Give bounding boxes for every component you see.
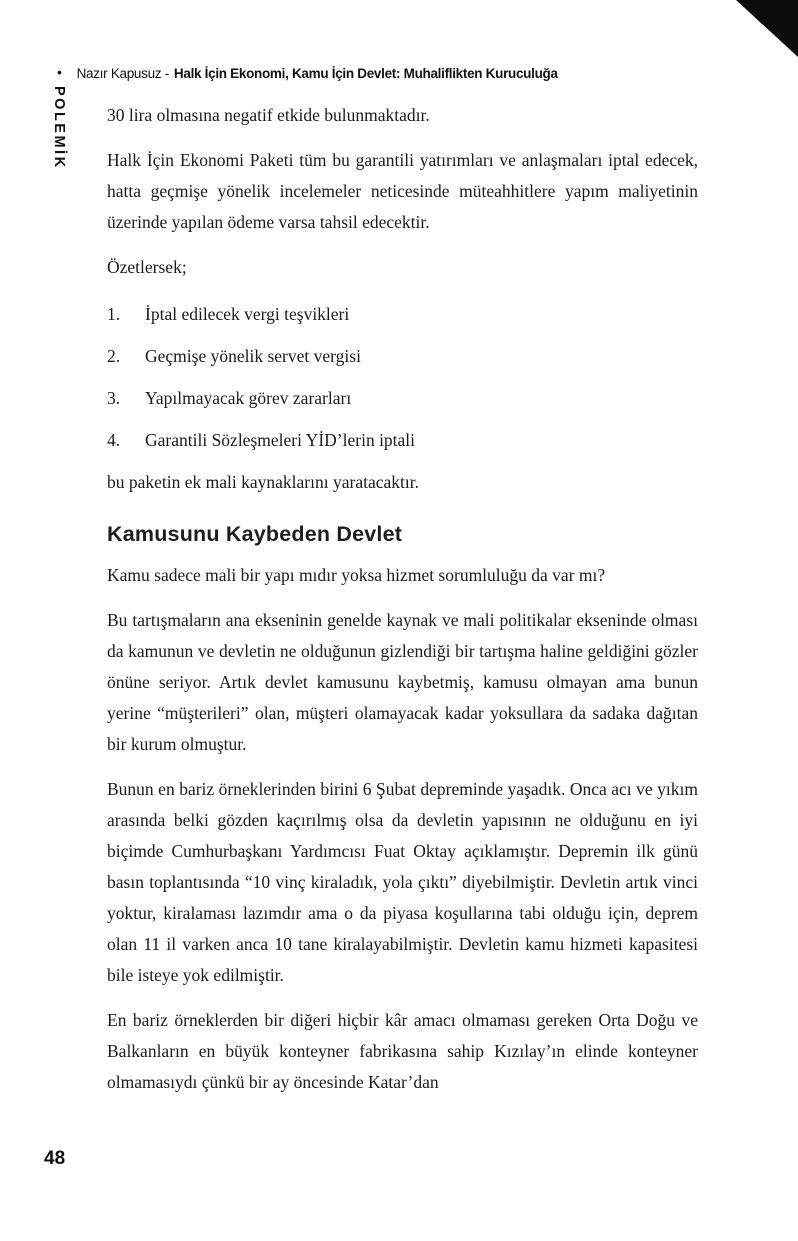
margin-label-polemik: POLEMİK (51, 86, 67, 170)
page-number: 48 (44, 1148, 66, 1169)
paragraph-ozetlersek: Özetlersek; (107, 257, 187, 277)
list-item (107, 341, 698, 372)
list-item (107, 383, 698, 414)
numbered-list (107, 299, 698, 456)
header-bullet-icon: • (57, 64, 62, 80)
paragraph-kaynak: bu paketin ek mali kaynaklarını yaratacaktır. (107, 472, 419, 492)
paragraph-kizilay: En bariz örneklerden bir diğeri hiçbir kâr amacı olmaması gereken Orta Doğu ve Balkanların en büyük konteyner fabrikasına sahip Kızılay’ın elinde konteyner olmamasıydı çünkü bir ay öncesinde Katar’dan (107, 1010, 698, 1092)
list-item-number: 2. (107, 346, 121, 366)
header-book-title: Halk İçin Ekonomi, Kamu İçin Devlet: Muhaliflikten Kuruculuğa (173, 66, 558, 81)
list-item (107, 299, 698, 330)
list-item-text: Geçmişe yönelik servet vergisi (145, 346, 361, 366)
list-item-text: İptal edilecek vergi teşvikleri (145, 304, 350, 324)
header-author: Nazır Kapusuz - (76, 66, 169, 81)
corner-triangle-decoration (736, 0, 798, 57)
list-item-number: 4. (107, 430, 121, 450)
list-item-text: Garantili Sözleşmeleri YİD’lerin iptali (145, 430, 416, 450)
running-header (57, 65, 708, 82)
paragraph-intro: 30 lira olmasına negatif etkide bulunmaktadır. (107, 105, 430, 125)
paragraph-deprem: Bunun en bariz örneklerinden birini 6 Şubat depreminde yaşadık. Onca acı ve yıkım arasında belki gözden kaçırılmış olsa da devletin yapısının ne olduğunu en iyi biçimde Cumhurbaşkanı Yardımcısı Fuat Oktay açıklamıştır. Depremin ilk günü basın toplantısında “10 vinç kiraladık, yola çıktı” diyebilmiştir. Devletin artık vinci yoktur, kiralaması lazımdır ama o da piyasa koşullarına tabi olduğu için, deprem olan 11 il varken anca 10 tane kiralayabilmiştir. Devletin kamu hizmeti kapasitesi bile isteye yok edilmiştir. (107, 779, 698, 985)
paragraph-soru: Kamu sadece mali bir yapı mıdır yoksa hizmet sorumluluğu da var mı? (107, 565, 606, 585)
list-item-text: Yapılmayacak görev zararları (145, 388, 352, 408)
paragraph-tartisma: Bu tartışmaların ana ekseninin genelde kaynak ve mali politikalar ekseninde olması da kamunun ve devletin ne olduğunun gizlendiği bir tartışma haline geldiğini gözler önüne seriyor. Artık devlet kamusunu kaybetmiş, kamusu olmayan ama bunun yerine “müşterileri” olan, müşteri olamayacak kadar yoksullara da sadaka dağıtan bir kurum olmuştur. (107, 610, 698, 754)
paragraph-paket: Halk İçin Ekonomi Paketi tüm bu garantili yatırımları ve anlaşmaları iptal edecek, hatta geçmişe yönelik incelemeler neticesinde müteahhitlere yapım maliyetinin üzerinde yapılan ödeme varsa tahsil edecektir. (107, 150, 698, 232)
list-item (107, 425, 698, 456)
list-item-number: 1. (107, 304, 121, 324)
section-heading: Kamusunu Kaybeden Devlet (107, 522, 403, 546)
list-item-number: 3. (107, 388, 121, 408)
page-body (107, 100, 698, 1112)
